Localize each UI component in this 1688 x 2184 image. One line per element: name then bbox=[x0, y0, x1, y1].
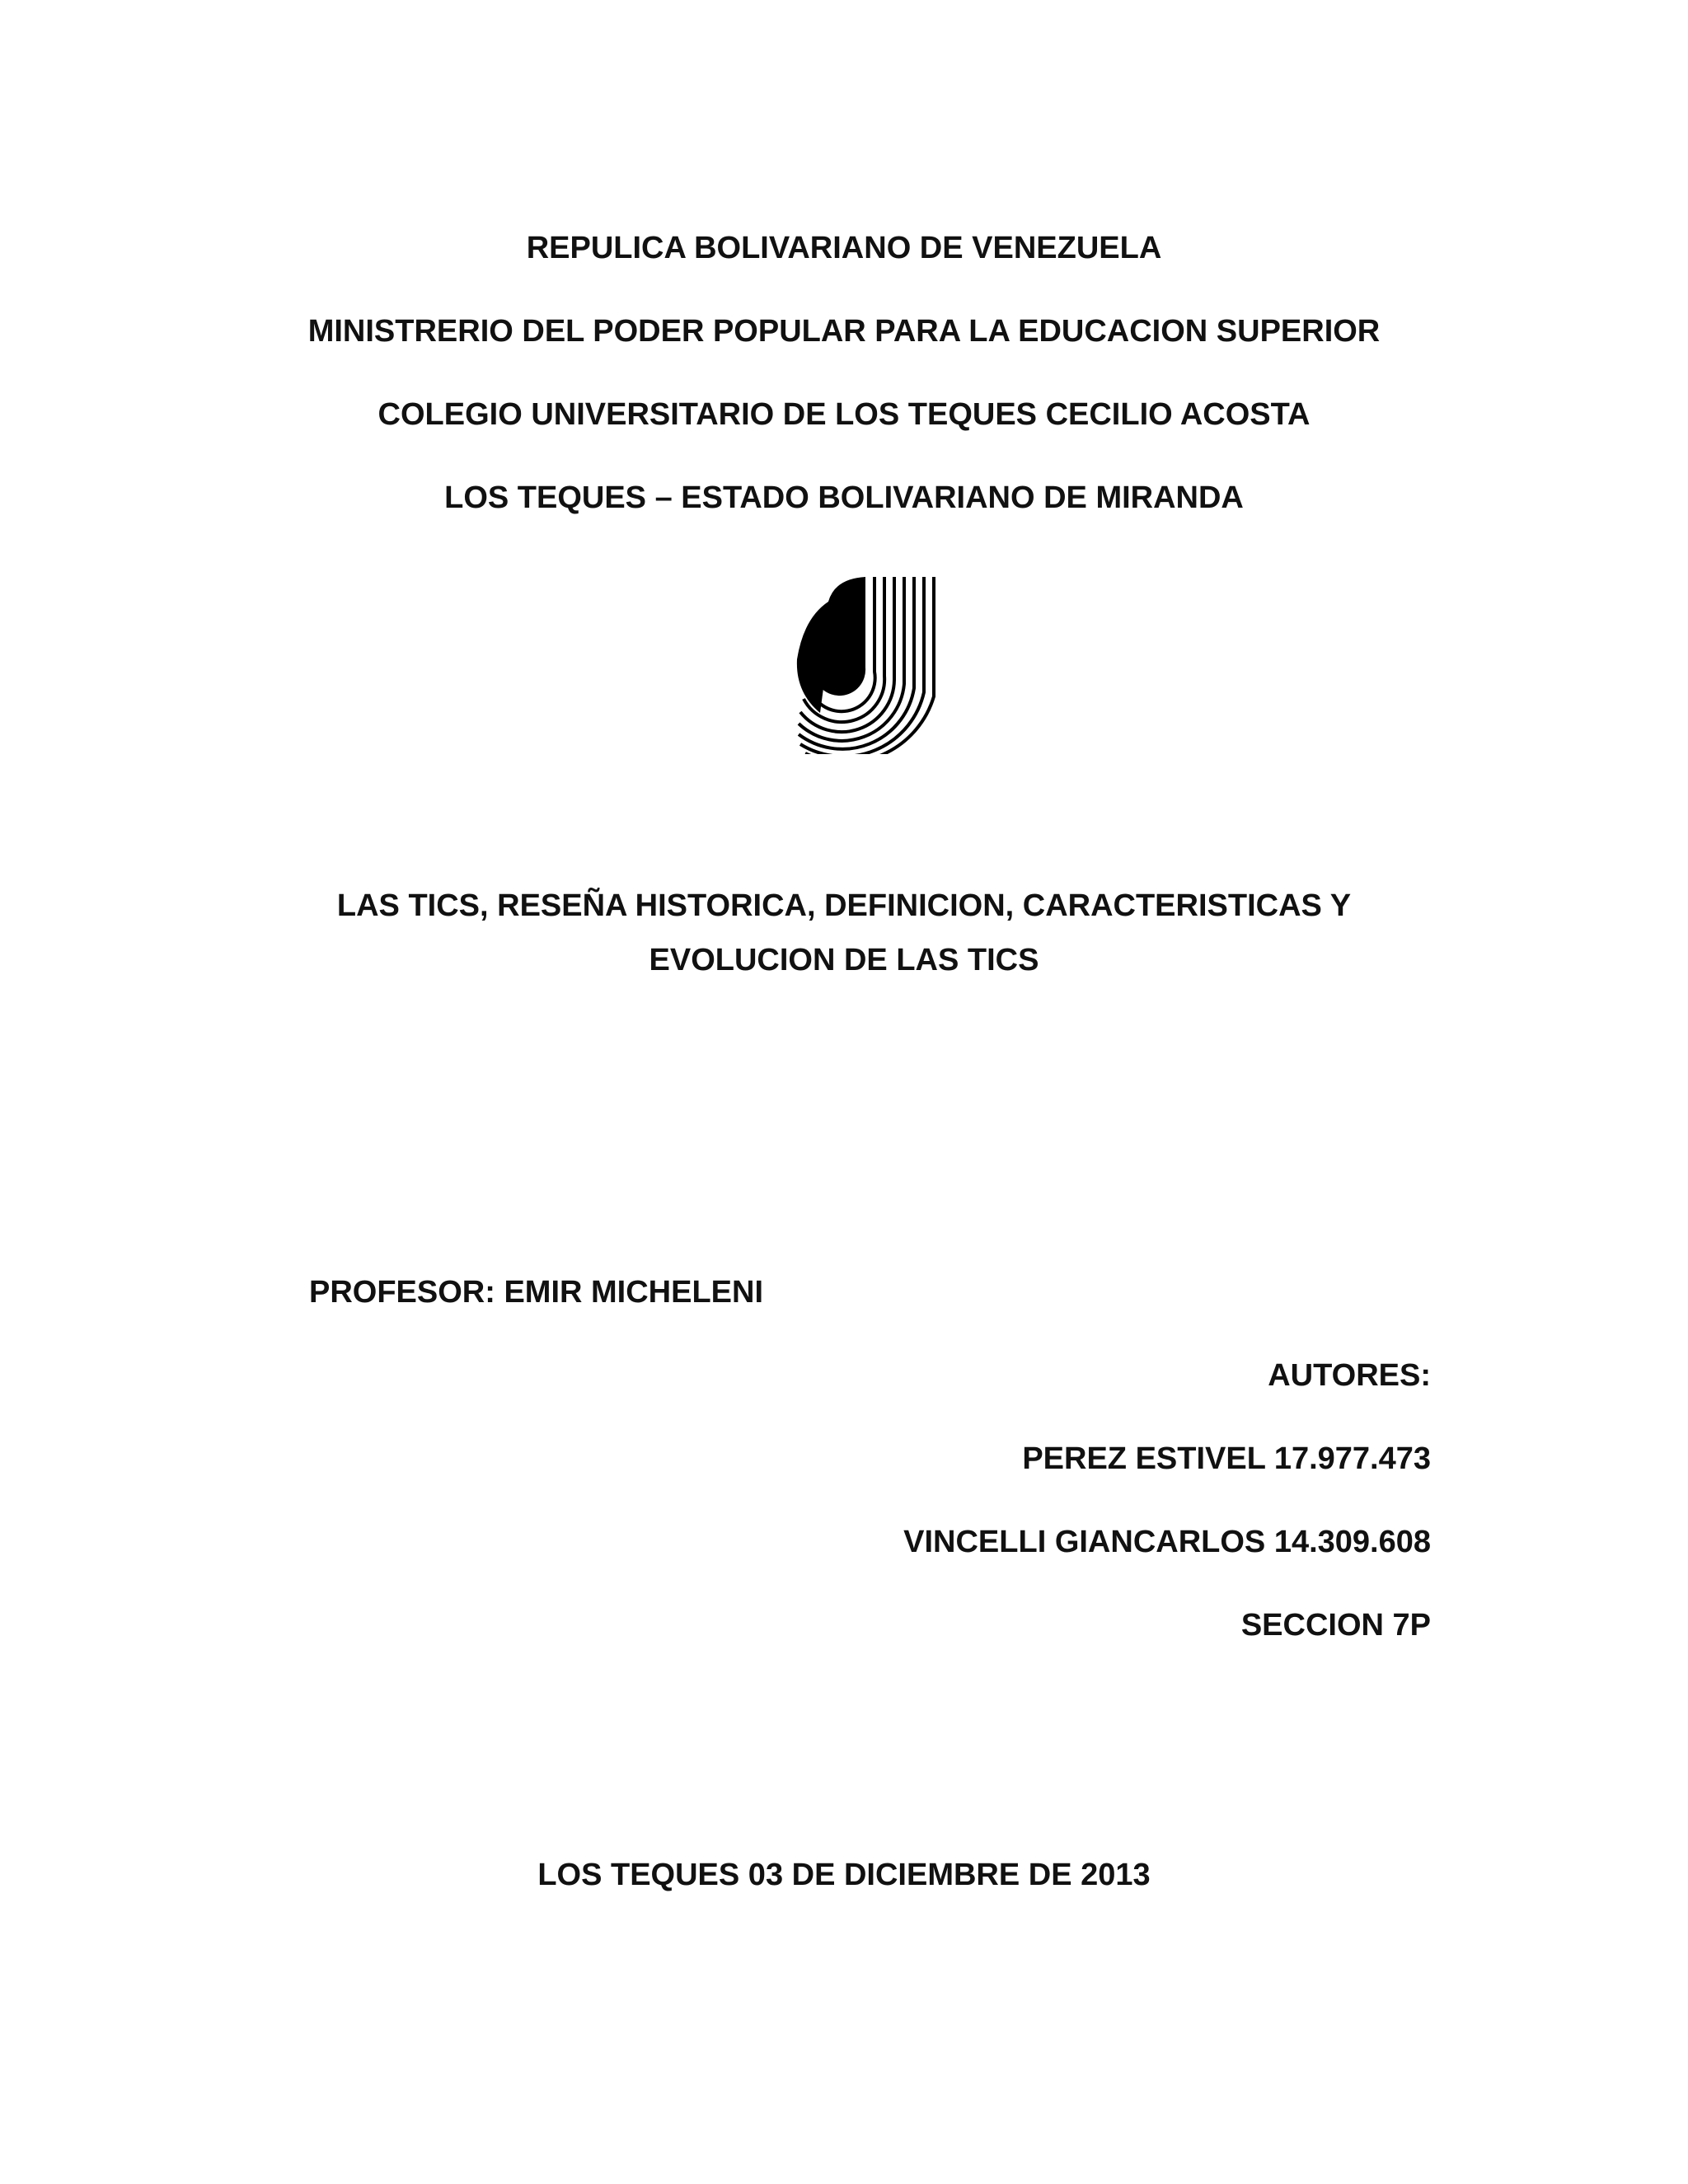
section-label: SECCION 7P bbox=[1240, 1608, 1431, 1643]
professor-name: PROFESOR: EMIR MICHELENI bbox=[309, 1275, 764, 1310]
authors-label: AUTORES: bbox=[1268, 1358, 1431, 1393]
header-college: COLEGIO UNIVERSITARIO DE LOS TEQUES CECILIO ACOSTA bbox=[377, 397, 1311, 432]
place-and-date: LOS TEQUES 03 DE DICIEMBRE DE 2013 bbox=[537, 1858, 1151, 1892]
university-emblem-icon bbox=[771, 569, 968, 754]
author-perez: PEREZ ESTIVEL 17.977.473 bbox=[1022, 1441, 1431, 1476]
header-location: LOS TEQUES – ESTADO BOLIVARIANO DE MIRANDA bbox=[444, 480, 1244, 515]
document-title-line1: LAS TICS, RESEÑA HISTORICA, DEFINICION, CARACTERISTICAS Y bbox=[336, 888, 1352, 923]
author-vincelli: VINCELLI GIANCARLOS 14.309.608 bbox=[903, 1525, 1431, 1559]
header-ministry: MINISTRERIO DEL PODER POPULAR PARA LA EDUCACION SUPERIOR bbox=[307, 314, 1381, 349]
document-title-line2: EVOLUCION DE LAS TICS bbox=[649, 943, 1039, 977]
header-republic: REPULICA BOLIVARIANO DE VENEZUELA bbox=[526, 231, 1162, 265]
